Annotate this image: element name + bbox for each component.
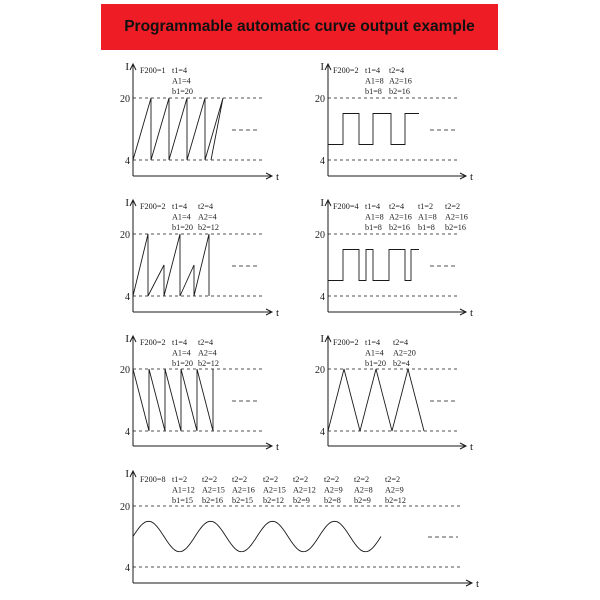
parameter-label: t2=4 (198, 338, 214, 347)
tick-label-4: 4 (320, 292, 325, 303)
parameter-label: b2=12 (198, 223, 219, 232)
waveform-sawtooth-up (133, 98, 223, 160)
parameter-label: A1=4 (365, 348, 384, 358)
parameter-label: t2=2 (293, 475, 309, 484)
y-axis-symbol: I (320, 61, 324, 73)
parameter-label: b1=15 (172, 496, 193, 505)
panel-5 (120, 333, 279, 453)
parameter-label: b2=16 (445, 223, 466, 232)
parameter-label: t2=4 (389, 202, 405, 211)
parameter-label: b1=8 (365, 223, 382, 232)
parameter-label: A1=4 (172, 76, 191, 86)
parameter-label: F200=4 (333, 202, 359, 211)
parameter-label: A1=8 (365, 212, 384, 222)
parameter-label: t2=2 (202, 475, 218, 484)
panel-3 (120, 197, 279, 319)
parameter-label: t1=4 (172, 66, 188, 75)
parameter-label: A2=8 (354, 485, 373, 495)
waveform-stepped-square (328, 250, 419, 281)
panel-2 (315, 61, 473, 183)
parameter-label: t1=4 (365, 202, 381, 211)
parameter-label: b2=16 (202, 496, 223, 505)
parameter-label: F200=2 (333, 338, 359, 347)
parameter-label: t2=2 (324, 475, 340, 484)
parameter-label: b1=20 (172, 223, 193, 232)
parameter-label: t2=2 (232, 475, 248, 484)
parameter-label: b2=12 (385, 496, 406, 505)
x-axis-symbol: t (476, 578, 480, 590)
tick-label-20: 20 (120, 365, 130, 376)
parameter-table (140, 202, 219, 232)
tick-label-4: 4 (320, 427, 325, 438)
parameter-label: t2=2 (385, 475, 401, 484)
waveform-sawtooth-down (133, 369, 213, 431)
tick-label-4: 4 (125, 156, 130, 167)
tick-label-4: 4 (125, 292, 130, 303)
x-axis-symbol: t (470, 441, 474, 453)
parameter-label: F200=2 (140, 202, 166, 211)
parameter-label: b1=20 (172, 359, 193, 368)
parameter-label: b2=16 (389, 87, 410, 96)
parameter-label: A1=4 (172, 348, 191, 358)
y-axis-symbol: I (320, 197, 324, 209)
parameter-label: F200=1 (140, 66, 166, 75)
parameter-label: A1=8 (418, 212, 437, 222)
panel-7 (120, 468, 479, 590)
parameter-label: A2=20 (393, 348, 416, 358)
tick-label-20: 20 (120, 94, 130, 105)
parameter-label: t2=4 (198, 202, 214, 211)
tick-label-20: 20 (315, 230, 325, 241)
parameter-label: t2=2 (445, 202, 461, 211)
parameter-label: A2=12 (293, 485, 316, 495)
tick-label-20: 20 (315, 365, 325, 376)
y-axis-symbol: I (125, 468, 129, 480)
parameter-label: A1=8 (365, 76, 384, 86)
panel-4 (315, 197, 473, 319)
tick-label-4: 4 (125, 427, 130, 438)
y-axis-symbol: I (125, 61, 129, 73)
parameter-label: F200=2 (333, 66, 359, 75)
parameter-label: b2=9 (354, 496, 371, 505)
tick-label-20: 20 (120, 502, 130, 513)
panel-6 (315, 333, 473, 453)
parameter-label: A2=15 (263, 485, 286, 495)
waveform-ramp-pair (133, 234, 209, 296)
parameter-label: b1=8 (418, 223, 435, 232)
parameter-label: t2=2 (263, 475, 279, 484)
parameter-label: t1=4 (365, 338, 381, 347)
parameter-label: t2=4 (393, 338, 409, 347)
tick-label-20: 20 (315, 94, 325, 105)
y-axis-symbol: I (125, 333, 129, 345)
parameter-table (333, 338, 416, 368)
parameter-label: F200=2 (140, 338, 166, 347)
parameter-label: b2=16 (389, 223, 410, 232)
x-axis-symbol: t (276, 441, 280, 453)
parameter-table (333, 66, 412, 96)
x-axis-symbol: t (276, 171, 280, 183)
panel-1 (120, 61, 279, 183)
parameter-label: A2=16 (389, 212, 412, 222)
parameter-table (140, 475, 406, 505)
parameter-table (333, 202, 468, 232)
parameter-label: b2=12 (263, 496, 284, 505)
x-axis-symbol: t (470, 307, 474, 319)
parameter-label: A1=12 (172, 485, 195, 495)
parameter-label: b2=8 (324, 496, 341, 505)
page-title: Programmable automatic curve output example (124, 18, 475, 35)
parameter-label: b2=15 (232, 496, 253, 505)
parameter-label: A2=16 (389, 76, 412, 86)
parameter-label: t1=2 (172, 475, 188, 484)
parameter-label: t2=4 (389, 66, 405, 75)
parameter-label: b1=20 (172, 87, 193, 96)
tick-label-4: 4 (125, 563, 130, 574)
parameter-label: b2=9 (293, 496, 310, 505)
parameter-label: b2=4 (393, 359, 410, 368)
tick-label-20: 20 (120, 230, 130, 241)
parameter-table (140, 66, 193, 96)
parameter-label: A2=16 (445, 212, 468, 222)
parameter-label: t1=4 (172, 338, 188, 347)
waveform-triangle (328, 369, 424, 431)
parameter-label: A2=16 (232, 485, 255, 495)
parameter-label: b2=12 (198, 359, 219, 368)
tick-label-4: 4 (320, 156, 325, 167)
parameter-label: A2=9 (324, 485, 343, 495)
parameter-label: A2=4 (198, 212, 217, 222)
y-axis-symbol: I (125, 197, 129, 209)
parameter-label: A2=4 (198, 348, 217, 358)
parameter-label: t2=2 (354, 475, 370, 484)
parameter-label: b1=20 (365, 359, 386, 368)
waveform-sine-approx (133, 521, 381, 551)
parameter-label: A2=15 (202, 485, 225, 495)
parameter-label: F200=8 (140, 475, 166, 484)
parameter-label: b1=8 (365, 87, 382, 96)
parameter-label: t1=2 (418, 202, 434, 211)
waveform-square (328, 114, 419, 145)
parameter-label: t1=4 (365, 66, 381, 75)
parameter-label: A1=4 (172, 212, 191, 222)
y-axis-symbol: I (320, 333, 324, 345)
x-axis-symbol: t (470, 171, 474, 183)
parameter-table (140, 338, 219, 368)
parameter-label: A2=9 (385, 485, 404, 495)
x-axis-symbol: t (276, 307, 280, 319)
parameter-label: t1=4 (172, 202, 188, 211)
